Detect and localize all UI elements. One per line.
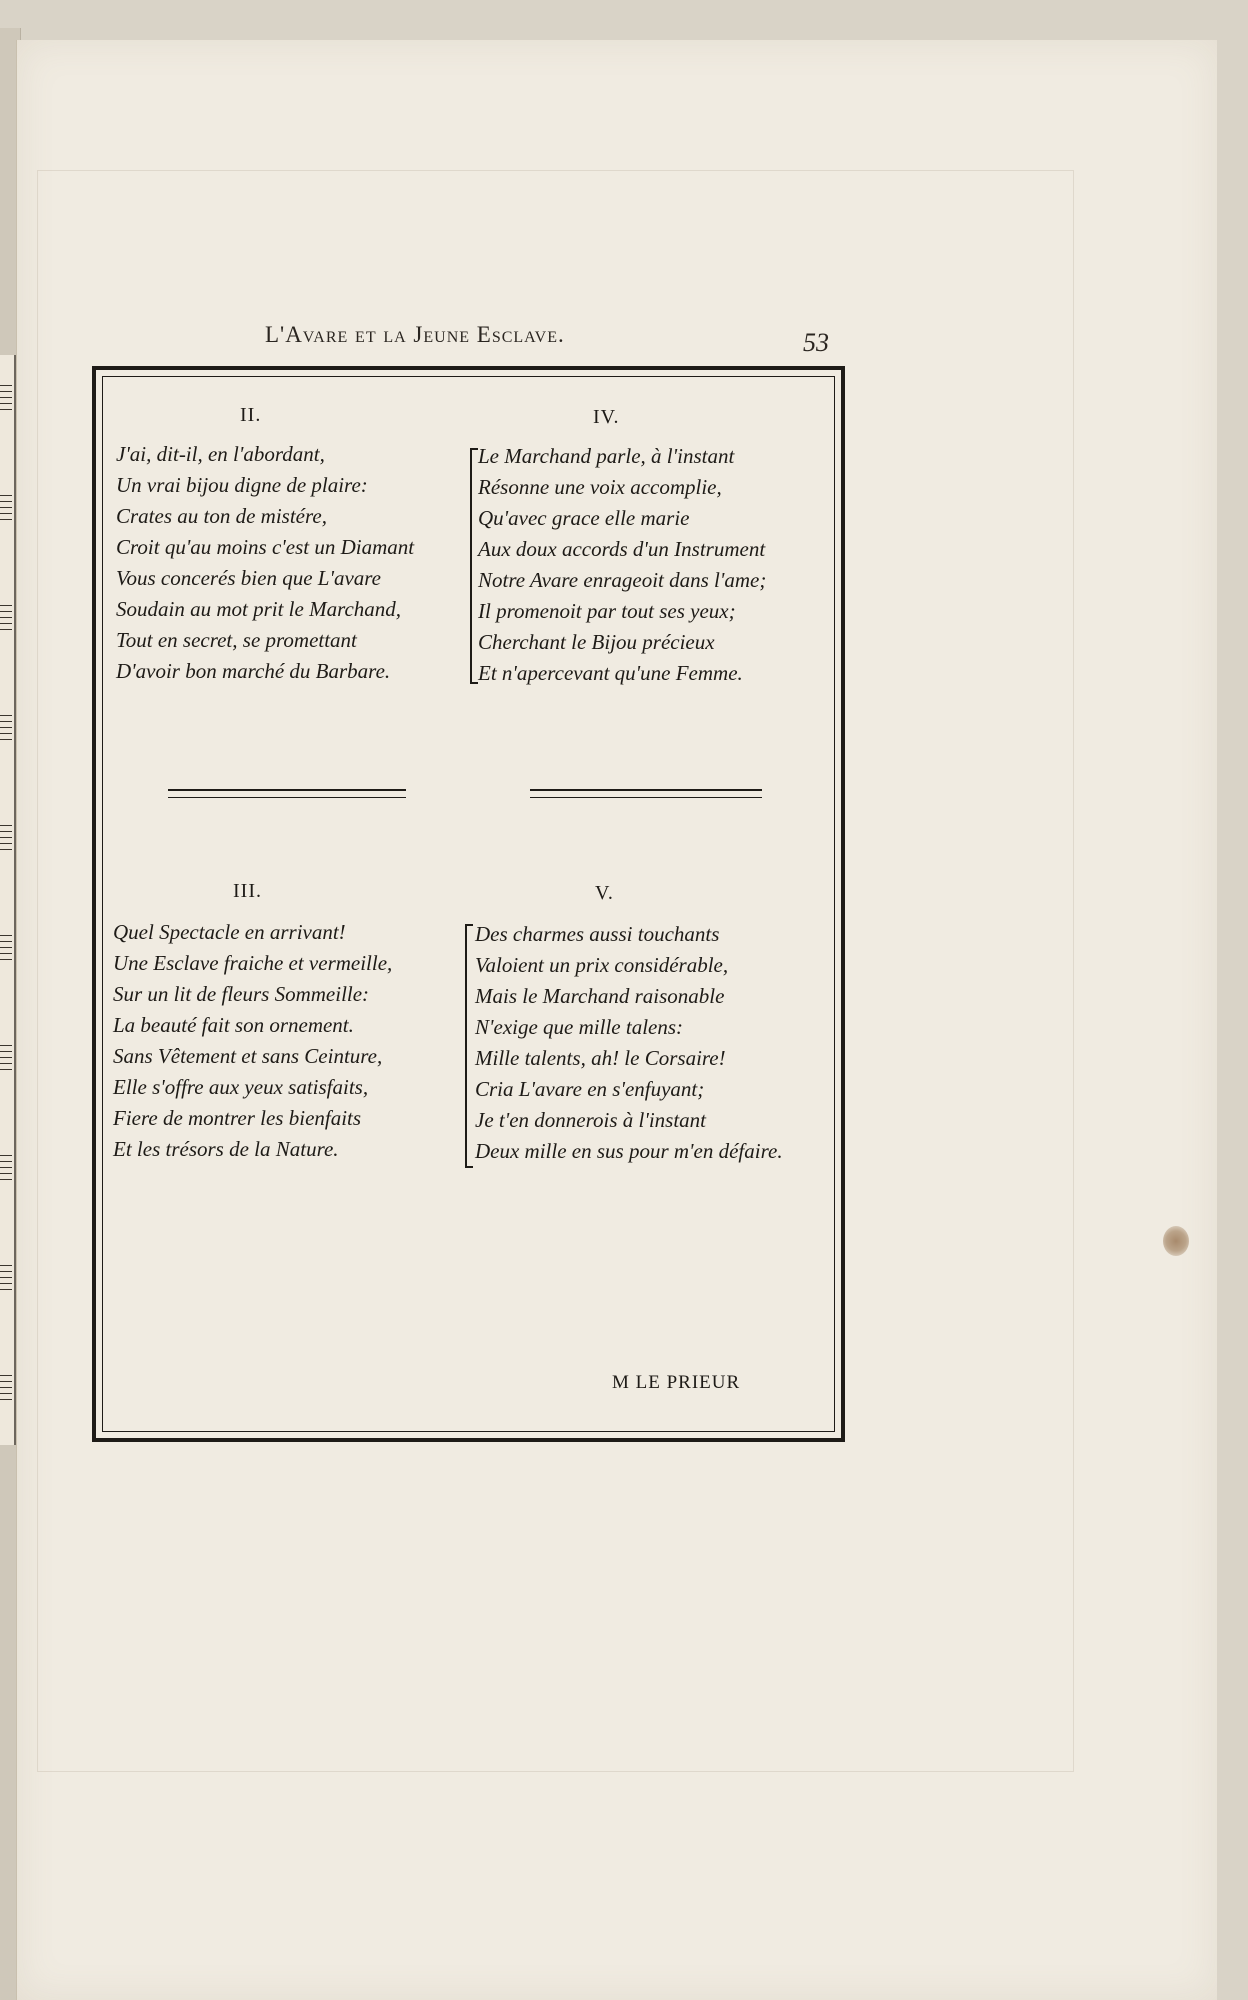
staff-line: [0, 1271, 12, 1272]
verse-line: D'avoir bon marché du Barbare.: [116, 659, 391, 683]
staff-line: [0, 715, 12, 716]
staff-line: [0, 1381, 12, 1382]
verse-line: Un vrai bijou digne de plaire:: [116, 473, 368, 497]
staff-line: [0, 1179, 12, 1180]
verse-line: Soudain au mot prit le Marchand,: [116, 597, 402, 621]
verse-line: Mais le Marchand raisonable: [475, 984, 725, 1008]
staff-line: [0, 1161, 12, 1162]
staff-line: [0, 1277, 12, 1278]
verse-line: Valoient un prix considérable,: [475, 953, 729, 977]
staff-line: [0, 519, 12, 520]
staff-line: [0, 1399, 12, 1400]
staff-line: [0, 721, 12, 722]
verse-line: Aux doux accords d'un Instrument: [478, 537, 766, 561]
staff-line: [0, 1167, 12, 1168]
stanza-v: [475, 880, 830, 1170]
running-head: L'Avare et la Jeune Esclave.: [265, 322, 565, 347]
verse-line: Sans Vêtement et sans Ceinture,: [113, 1044, 383, 1068]
stanza-bracket: [465, 924, 475, 1168]
section-divider: [530, 789, 762, 798]
verse-line: Le Marchand parle, à l'instant: [478, 444, 735, 468]
verse-line: Cria L'avare en s'enfuyant;: [475, 1077, 705, 1101]
staff-line: [0, 947, 12, 948]
staff-line: [0, 605, 12, 606]
staff-line: [0, 513, 12, 514]
staff-line: [0, 733, 12, 734]
staff-line: [0, 495, 12, 496]
stanza-number: V.: [595, 882, 614, 904]
staff-line: [0, 391, 12, 392]
stanza-iv: [478, 404, 830, 694]
staff-line: [0, 501, 12, 502]
verse-line: Croit qu'au moins c'est un Diamant: [116, 535, 415, 559]
staff-line: [0, 941, 12, 942]
staff-line: [0, 727, 12, 728]
verse-line: Deux mille en sus pour m'en défaire.: [475, 1139, 783, 1163]
stanza-number: II.: [240, 404, 262, 426]
staff-line: [0, 611, 12, 612]
verse-line: Cherchant le Bijou précieux: [478, 630, 715, 654]
stanza-number: IV.: [593, 406, 620, 428]
staff-line: [0, 1045, 12, 1046]
verse-line: Je t'en donnerois à l'instant: [475, 1108, 707, 1132]
verse-line: Qu'avec grace elle marie: [478, 506, 690, 530]
verse-line: N'exige que mille talens:: [475, 1015, 684, 1039]
verse-line: Crates au ton de mistére,: [116, 504, 327, 528]
staff-line: [0, 1393, 12, 1394]
verse-line: Il promenoit par tout ses yeux;: [478, 599, 736, 623]
staff-line: [0, 403, 12, 404]
verse-line: Tout en secret, se promettant: [116, 628, 357, 652]
verse-line: Sur un lit de fleurs Sommeille:: [113, 982, 370, 1006]
verse-line: Quel Spectacle en arrivant!: [113, 920, 346, 944]
staff-line: [0, 1057, 12, 1058]
page-number: 53: [803, 328, 829, 357]
staff-line: [0, 1387, 12, 1388]
staff-line: [0, 953, 12, 954]
staff-line: [0, 1283, 12, 1284]
staff-line: [0, 1265, 12, 1266]
staff-line: [0, 1063, 12, 1064]
verse-line: Elle s'offre aux yeux satisfaits,: [113, 1075, 369, 1099]
author-signature: M LE PRIEUR: [612, 1372, 741, 1393]
stanza-iii: [113, 880, 465, 1170]
staff-line: [0, 825, 12, 826]
verse-line: Une Esclave fraiche et vermeille,: [113, 951, 393, 975]
stanza-ii: [116, 404, 466, 694]
section-divider: [168, 789, 406, 798]
verse-line: J'ai, dit-il, en l'abordant,: [116, 442, 325, 466]
verse-line: Des charmes aussi touchants: [475, 922, 720, 946]
verse-line: La beauté fait son ornement.: [113, 1013, 354, 1037]
staff-line: [0, 1069, 12, 1070]
verse-line: Et n'apercevant qu'une Femme.: [478, 661, 743, 685]
staff-line: [0, 1155, 12, 1156]
staff-line: [0, 831, 12, 832]
verse-line: Vous concerés bien que L'avare: [116, 566, 381, 590]
staff-line: [0, 397, 12, 398]
staff-line: [0, 935, 12, 936]
paper-stain: [1163, 1226, 1189, 1256]
previous-page-music-margin: [0, 355, 16, 1445]
staff-line: [0, 617, 12, 618]
verse-line: Fiere de montrer les bienfaits: [113, 1106, 362, 1130]
staff-line: [0, 959, 12, 960]
staff-line: [0, 739, 12, 740]
staff-line: [0, 385, 12, 386]
verse-line: Notre Avare enrageoit dans l'ame;: [478, 568, 767, 592]
staff-line: [0, 1051, 12, 1052]
verse-line: Et les trésors de la Nature.: [113, 1137, 339, 1161]
staff-line: [0, 409, 12, 410]
staff-line: [0, 623, 12, 624]
staff-line: [0, 837, 12, 838]
staff-line: [0, 507, 12, 508]
staff-line: [0, 1173, 12, 1174]
staff-line: [0, 1375, 12, 1376]
staff-line: [0, 1289, 12, 1290]
stanza-number: III.: [233, 880, 262, 902]
staff-line: [0, 629, 12, 630]
verse-line: Mille talents, ah! le Corsaire!: [475, 1046, 726, 1070]
staff-line: [0, 849, 12, 850]
staff-line: [0, 843, 12, 844]
verse-line: Résonne une voix accomplie,: [478, 475, 722, 499]
